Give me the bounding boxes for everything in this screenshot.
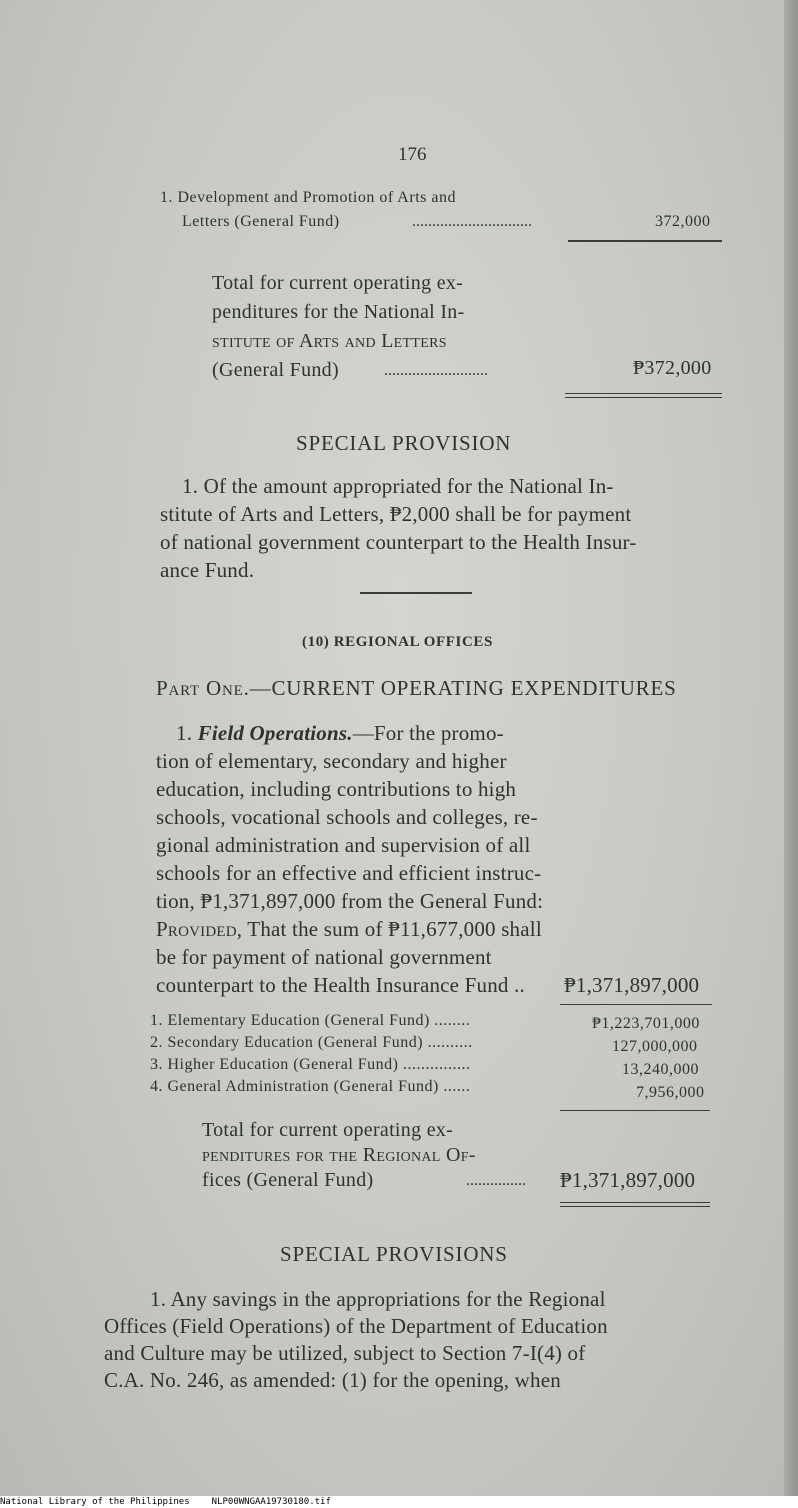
paragraph-line: 1. Any savings in the appropriations for the Regional bbox=[150, 1287, 606, 1311]
paragraph-line: C.A. No. 246, as amended: (1) for the opening, when bbox=[104, 1368, 561, 1392]
field-ops-title: Field Operations. bbox=[197, 721, 353, 745]
double-rule bbox=[560, 1202, 710, 1207]
paragraph-line: be for payment of national government bbox=[156, 945, 492, 969]
part-label: Part One. bbox=[156, 676, 250, 700]
total-line-2: penditures for the National In- bbox=[212, 301, 465, 323]
leader-dots: .......................... bbox=[384, 362, 488, 379]
section-heading: SPECIAL PROVISIONS bbox=[280, 1242, 508, 1266]
paragraph-line: 1. Of the amount appropriated for the National In- bbox=[182, 474, 614, 498]
breakdown-label: 1. Elementary Education (General Fund) ........ bbox=[150, 1012, 471, 1029]
rule bbox=[560, 1004, 712, 1005]
item-line-2: Letters (General Fund) bbox=[182, 213, 340, 230]
item-line-1: 1. Development and Promotion of Arts and bbox=[160, 189, 456, 206]
total-line-1: Total for current operating ex- bbox=[212, 272, 464, 294]
total-amount: ₱372,000 bbox=[633, 357, 712, 379]
paragraph-line: of national government counterpart to the Health Insur- bbox=[160, 530, 637, 554]
paragraph-line: Offices (Field Operations) of the Department of Education bbox=[104, 1314, 608, 1338]
total-line-1: Total for current operating ex- bbox=[202, 1119, 454, 1141]
paragraph-line: education, including contributions to high bbox=[156, 777, 517, 801]
total-line-4: (General Fund) bbox=[212, 359, 339, 381]
paragraph-line: and Culture may be utilized, subject to Section 7-I(4) of bbox=[104, 1341, 586, 1365]
total-line-3: stitute of Arts and Letters bbox=[212, 330, 447, 352]
breakdown-amount: 7,956,000 bbox=[636, 1084, 705, 1101]
item-amount: 372,000 bbox=[655, 213, 711, 230]
breakdown-label: 2. Secondary Education (General Fund) .......... bbox=[150, 1034, 473, 1051]
breakdown-amount: 13,240,000 bbox=[622, 1061, 699, 1078]
total-amount: ₱1,371,897,000 bbox=[560, 1168, 696, 1192]
rule bbox=[568, 240, 722, 242]
paragraph-line: 1. Field Operations.—For the promo- bbox=[176, 721, 504, 745]
paragraph-line: ance Fund. bbox=[160, 558, 255, 582]
breakdown-label: 4. General Administration (General Fund) ...... bbox=[150, 1078, 471, 1095]
breakdown-label: 3. Higher Education (General Fund) ............... bbox=[150, 1056, 471, 1073]
breakdown-amount: ₱1,223,701,000 bbox=[592, 1015, 700, 1032]
paragraph-line: schools, vocational schools and colleges, re- bbox=[156, 805, 538, 829]
part-heading bbox=[156, 676, 677, 701]
total-line-2: penditures for the Regional Of- bbox=[202, 1144, 476, 1166]
subsection-heading: (10) REGIONAL OFFICES bbox=[302, 634, 493, 650]
paragraph-line: tion of elementary, secondary and higher bbox=[156, 749, 507, 773]
part-title: —CURRENT OPERATING EXPENDITURES bbox=[249, 676, 677, 700]
paragraph-line: Provided, That the sum of ₱11,677,000 shall bbox=[156, 917, 542, 941]
separator-rule bbox=[360, 592, 472, 594]
breakdown-amount: 127,000,000 bbox=[612, 1038, 698, 1055]
leader-dots: .............................. bbox=[412, 213, 532, 230]
total-line-3: fices (General Fund) bbox=[202, 1169, 374, 1191]
paragraph-line: schools for an effective and efficient instruc- bbox=[156, 861, 542, 885]
leader-dots: ............... bbox=[466, 1172, 526, 1189]
paragraph-line: counterpart to the Health Insurance Fund .. bbox=[156, 973, 525, 997]
page-number: 176 bbox=[398, 144, 427, 165]
library-name: National Library of the Philippines bbox=[0, 1497, 190, 1507]
double-rule bbox=[565, 393, 722, 398]
paragraph-line: gional administration and supervision of all bbox=[156, 833, 531, 857]
paragraph-line: stitute of Arts and Letters, ₱2,000 shall be for payment bbox=[160, 502, 632, 526]
scan-footer bbox=[0, 1496, 798, 1508]
rule bbox=[560, 1110, 710, 1111]
section-heading: SPECIAL PROVISION bbox=[296, 431, 512, 455]
page-edge-shadow bbox=[784, 0, 798, 1508]
file-name: NLP00WNGAA19730180.tif bbox=[211, 1497, 331, 1507]
paragraph-line: tion, ₱1,371,897,000 from the General Fund: bbox=[156, 889, 544, 913]
field-ops-amount: ₱1,371,897,000 bbox=[564, 973, 700, 997]
